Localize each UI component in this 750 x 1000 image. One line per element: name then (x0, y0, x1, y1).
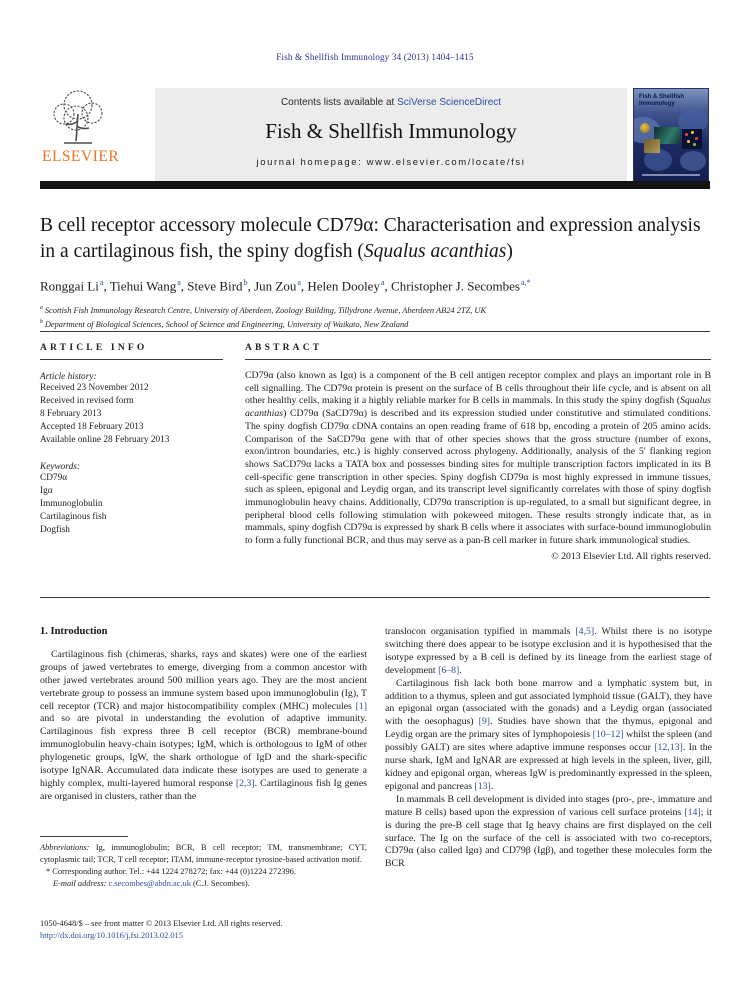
affiliation-b: $^b$ Department of Biological Sciences, School of Science and Engineering, University of Waikato, New Zealand (40, 318, 409, 329)
keyword-item: Immunoglobulin (40, 499, 103, 509)
imprint-block (40, 918, 380, 941)
abstract-column (245, 343, 711, 562)
article-title: B cell receptor accessory molecule CD79α: Characterisation and expression analysis in a cartilaginous fish, the spiny dogfish (Squalus acanthias) (40, 215, 701, 262)
journal-title: Fish & Shellfish Immunology (265, 119, 517, 143)
keyword-item: Igα (40, 486, 53, 496)
inline-link[interactable]: [2,3] (235, 777, 255, 789)
header-divider-bar (40, 181, 710, 189)
abbreviations-note: Abbreviations: Ig, immunoglobulin; BCR, B cell receptor; TM, transmembrane; CYT, cytoplasmic tail; TCR, T cell receptor; ITAM, immune-receptor tyrosine-based activation motif. (40, 843, 367, 864)
elsevier-logo (42, 88, 152, 181)
intro-left-column (40, 626, 367, 804)
history-item: Received 23 November 2012 (40, 383, 149, 393)
footnote-block (40, 836, 367, 890)
cover-journal-title (639, 94, 684, 108)
inline-link[interactable]: [9] (478, 716, 491, 728)
keyword-item: Dogfish (40, 525, 70, 535)
affiliations (40, 303, 716, 330)
issn-line: 1050-4648/$ – see front matter © 2013 Elsevier Ltd. All rights reserved. (40, 919, 283, 928)
inline-link[interactable]: [6–8] (438, 664, 460, 676)
cover-decoration (680, 151, 706, 171)
article-info-rule (40, 359, 223, 360)
intro-right-column (385, 626, 712, 871)
article-info-heading: ARTICLE INFO (40, 343, 148, 353)
inline-link[interactable]: [13] (474, 780, 491, 792)
abstract-rule (245, 359, 711, 360)
rule-above-info (40, 331, 710, 332)
section-heading-introduction: 1. Introduction (40, 626, 108, 637)
inline-link[interactable]: [12,13] (654, 742, 683, 754)
author-line: Ronggai Li$^a$, Tiehui Wang$^a$, Steve Bird$^b$, Jun Zou$^a$, Helen Dooley$^a$, Christopher J. Secombes$^{a,*}$ (40, 278, 531, 294)
history-item: Received in revised form (40, 396, 134, 406)
contents-line: Contents lists available at SciVerse ScienceDirect (280, 97, 502, 108)
inline-link[interactable]: c.secombes@abdn.ac.uk (108, 879, 191, 889)
keyword-item: Cartilaginous fish (40, 512, 107, 522)
cover-image-tile (682, 129, 702, 149)
footnote-divider (40, 836, 128, 837)
email-note: E-mail address: c.secombes@abdn.ac.uk (C.J. Secombes). (53, 879, 250, 889)
intro-paragraph-right-3: In mammals B cell development is divided into stages (pro-, pre-, immature and mature B cells) based upon the expression of various cell surface proteins [14]; it is during the pre-B cell stage that Ig heavy chains are first displayed on the cell surface. The Ig on the surface of the cell is associated with two co-receptors, CD79α (also called Igα) and CD79β (Igβ), and together these molecules form the BCR (385, 793, 712, 870)
corresponding-author-note: * Corresponding author. Tel.: +44 1224 278272; fax: +44 (0)1224 272396. (46, 867, 296, 877)
cover-title-line1: Fish & Shellfish (639, 94, 685, 100)
title-block (40, 213, 716, 330)
cover-image-tile (640, 123, 650, 133)
abstract-body: CD79α (also known as Igα) is a component of the B cell antigen receptor complex and plays an important role in B cell signalling. The CD79α protein is present on the surface of B cells throughout their life cycle, and is absent on all other healthy cells, making it a highly reliable marker for B cells in mammals. In this study the spiny dogfish (Squalus acanthias) CD79α (SaCD79α) is described and its expression studied under constitutive and stimulated conditions. The spiny dogfish CD79α cDNA contains an open reading frame of 618 bp, encoding a protein of 205 amino acids. Comparison of the SaCD79α gene with that of other species shows that the gross structure (number of exons, exon/intron boundaries, etc.) is highly conserved across phylogeny. Additionally, analysis of the 5′ flanking region shows SaCD79α lacks a TATA box and possesses binding sites for multiple transcription factors implicated in its B cell-specific gene transcription in other species. Spiny dogfish CD79α is most highly expressed in immune tissues, such as spleen, epigonal and Leydig organ, and its transcript level significantly correlates with those of spiny dogfish immunoglobulin heavy chains. Additionally, CD79α transcription is up-regulated, to a small but significant degree, in peripheral blood cells following stimulation with pokeweed mitogen. These results strongly indicate that, as in mammals, spiny dogfish CD79α is expressed by shark B cells where it associates with surface-bound immunoglobulin to form a fully functional BCR, and thus may serve as a pan-B cell marker in future shark immunological studies. (245, 370, 711, 547)
intro-paragraph-left: Cartilaginous fish (chimeras, sharks, rays and skates) were one of the earliest groups of jawed vertebrates to emerge, diverging from a common ancestor with other jawed vertebrates around 500 million years ago. They are the most ancient vertebrate group to possess an immune system based upon immunoglobulin (Ig), T cell receptor (TCR) and major histocompatibility complex (MHC) molecules [1] and so are pivotal in understanding the evolution of adaptive immunity. Cartilaginous fish express three B cell receptor (BCR) membrane-bound immunoglobulin heavy-chain isotypes; IgM, which is orthologous to IgM of other phylogenetic groups, IgW, the shark orthologue of IgD and the shark-specific isotype IgNAR. Accumulated data indicate these isotypes are used to generate a highly complex, multi-layered humoral response [2,3]. Cartilaginous fish Ig genes are organised in clusters, rather than the (40, 648, 367, 802)
masthead-citation: Fish & Shellfish Immunology 34 (2013) 1404–1415 (276, 52, 474, 62)
history-item: Accepted 18 February 2013 (40, 422, 144, 432)
intro-paragraph-right-1: translocon organisation typified in mammals [4,5]. Whilst there is no isotype switching there does appear to be isotype exclusion and it is hypothesised that the isotype expressed by a B cell is defined by its lineage from the earliest stage of development [6–8]. (385, 626, 712, 676)
journal-header (40, 88, 710, 181)
inline-link[interactable]: [1] (355, 700, 367, 712)
keyword-item: CD79α (40, 473, 68, 483)
journal-homepage-link[interactable]: journal homepage: www.elsevier.com/locate/fsi (256, 157, 526, 168)
keywords-label: Keywords: (40, 462, 80, 472)
history-item: Available online 28 February 2013 (40, 435, 170, 445)
abstract-copyright: © 2013 Elsevier Ltd. All rights reserved. (551, 550, 711, 562)
intro-paragraph-right-2: Cartilaginous fish lack both bone marrow and a lymphatic system but, in addition to a thymus, spleen and gut associated lymphoid tissue (GALT), they have an epigonal organ (associated with the gonads) and a Leydig organ (associated with the oesophagus) [9]. Studies have shown that the thymus, epigonal and Leydig organ are the primary sites of lymphopoiesis [10–12] whilst the spleen (and possibly GALT) are sites where adaptive immune responses occur [12,13]. In the nurse shark, IgM and IgNAR are expressed at high levels in the spleen, liver, gill, kidney and epigonal organ, whereas IgW is predominantly expressed in the spleen, epigonal and pancreas [13]. (385, 677, 712, 792)
rule-below-abstract (40, 597, 710, 598)
abstract-heading: ABSTRACT (245, 343, 323, 353)
article-history-label: Article history: (40, 372, 97, 382)
inline-link[interactable]: [10–12] (592, 729, 624, 741)
journal-cover-thumbnail[interactable] (633, 88, 709, 182)
article-info-column (40, 343, 223, 537)
cover-title-line2: Immunology (639, 101, 675, 107)
journal-header-box (155, 88, 627, 181)
affiliation-a: $^a$ Scottish Fish Immunology Research Centre, University of Aberdeen, Zoology Building, Tillydrone Avenue, Aberdeen AB24 2TZ, UK (40, 305, 487, 316)
inline-link[interactable]: [14] (684, 806, 701, 818)
history-item: 8 February 2013 (40, 409, 102, 419)
doi-link[interactable]: http://dx.doi.org/10.1016/j.fsi.2013.02.015 (40, 930, 183, 940)
elsevier-tree-icon (46, 88, 110, 148)
inline-link[interactable]: [4,5] (575, 626, 595, 637)
cover-footer-text (642, 174, 700, 176)
elsevier-wordmark: ELSEVIER (42, 148, 120, 165)
inline-link[interactable]: SciVerse ScienceDirect (397, 97, 502, 108)
cover-image-tile (644, 139, 660, 153)
